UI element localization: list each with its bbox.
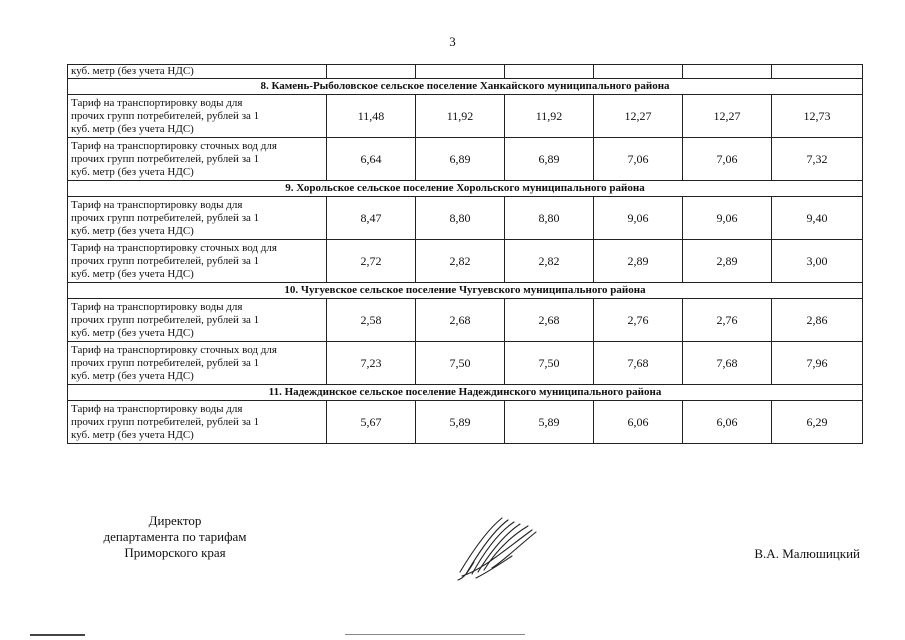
signatory-name: В.А. Малюшицкий: [754, 546, 860, 561]
tariff-label: [68, 95, 327, 138]
tariff-table: [67, 64, 863, 444]
tariff-label-line: прочих групп потребителей, рублей за 1: [71, 109, 260, 122]
tariff-value: 7,23: [327, 342, 416, 385]
tariff-label-line: Тариф на транспортировку воды для: [71, 198, 243, 211]
empty-cell: [327, 65, 416, 79]
tariff-label-line: прочих групп потребителей, рублей за 1: [71, 415, 260, 428]
signatory-title-line: Директор: [148, 513, 202, 528]
section-header-row: [68, 79, 863, 95]
tariff-value: 8,80: [505, 197, 594, 240]
tariff-value: 12,27: [594, 95, 683, 138]
tariff-value: 6,06: [594, 401, 683, 444]
tariff-value: 2,76: [683, 299, 772, 342]
section-title: 10. Чугуевское сельское поселение Чугуевского муниципального района: [68, 283, 863, 299]
empty-cell: [505, 65, 594, 79]
tariff-value: 2,89: [594, 240, 683, 283]
tariff-value: 2,82: [505, 240, 594, 283]
tariff-label-line: прочих групп потребителей, рублей за 1: [71, 211, 260, 224]
tariff-value: 6,64: [327, 138, 416, 181]
signatory-title-line: департамента по тарифам: [103, 529, 247, 544]
scan-artifact: [30, 634, 85, 636]
tariff-label-line: куб. метр (без учета НДС): [71, 428, 194, 441]
tariff-value: 2,89: [683, 240, 772, 283]
tariff-value: 7,32: [772, 138, 863, 181]
tariff-row: [68, 197, 863, 240]
tariff-label: [68, 299, 327, 342]
continuation-row: [68, 65, 863, 79]
tariff-row: [68, 95, 863, 138]
tariff-label-line: Тариф на транспортировку сточных вод для: [71, 241, 277, 254]
tariff-label-line: куб. метр (без учета НДС): [71, 122, 194, 135]
tariff-label: [68, 401, 327, 444]
tariff-row: [68, 299, 863, 342]
tariff-value: 5,89: [416, 401, 505, 444]
tariff-value: 7,68: [594, 342, 683, 385]
tariff-label-line: куб. метр (без учета НДС): [71, 224, 194, 237]
tariff-value: 9,40: [772, 197, 863, 240]
tariff-value: 9,06: [594, 197, 683, 240]
tariff-value: 7,06: [683, 138, 772, 181]
tariff-label-line: Тариф на транспортировку воды для: [71, 96, 243, 109]
tariff-value: 6,89: [416, 138, 505, 181]
section-title: 11. Надеждинское сельское поселение Надеждинского муниципального района: [68, 385, 863, 401]
tariff-value: 2,58: [327, 299, 416, 342]
scan-artifact: [345, 634, 525, 635]
tariff-value: 7,68: [683, 342, 772, 385]
tariff-label: [68, 240, 327, 283]
tariff-value: 5,67: [327, 401, 416, 444]
section-header-row: [68, 385, 863, 401]
tariff-label-line: куб. метр (без учета НДС): [71, 267, 194, 280]
tariff-value: 2,76: [594, 299, 683, 342]
tariff-label-line: куб. метр (без учета НДС): [71, 369, 194, 382]
handwritten-signature: [452, 512, 542, 584]
tariff-label-line: куб. метр (без учета НДС): [71, 326, 194, 339]
tariff-value: 8,47: [327, 197, 416, 240]
tariff-value: 3,00: [772, 240, 863, 283]
tariff-value: 7,06: [594, 138, 683, 181]
tariff-label: [68, 342, 327, 385]
section-title: 8. Камень-Рыболовское сельское поселение Ханкайского муниципального района: [68, 79, 863, 95]
tariff-value: 7,50: [416, 342, 505, 385]
tariff-label-line: Тариф на транспортировку воды для: [71, 300, 243, 313]
tariff-label-line: прочих групп потребителей, рублей за 1: [71, 313, 260, 326]
page-number: 3: [449, 34, 456, 49]
tariff-value: 12,27: [683, 95, 772, 138]
tariff-label-line: прочих групп потребителей, рублей за 1: [71, 356, 260, 369]
signatory-title-line: Приморского края: [124, 545, 226, 560]
tariff-label: [68, 197, 327, 240]
tariff-label: [68, 138, 327, 181]
tariff-value: 12,73: [772, 95, 863, 138]
tariff-value: 5,89: [505, 401, 594, 444]
tariff-value: 2,72: [327, 240, 416, 283]
tariff-value: 2,68: [416, 299, 505, 342]
tariff-label-line: Тариф на транспортировку сточных вод для: [71, 343, 277, 356]
tariff-value: 2,86: [772, 299, 863, 342]
tariff-row: [68, 240, 863, 283]
tariff-value: 11,48: [327, 95, 416, 138]
section-header-row: [68, 283, 863, 299]
tariff-value: 6,29: [772, 401, 863, 444]
tariff-value: 2,68: [505, 299, 594, 342]
tariff-label-line: куб. метр (без учета НДС): [71, 165, 194, 178]
section-title: 9. Хорольское сельское поселение Хорольского муниципального района: [68, 181, 863, 197]
empty-cell: [772, 65, 863, 79]
tariff-value: 6,89: [505, 138, 594, 181]
tariff-value: 7,96: [772, 342, 863, 385]
signatory-title: [75, 513, 275, 561]
tariff-value: 6,06: [683, 401, 772, 444]
tariff-value: 11,92: [416, 95, 505, 138]
tariff-row: [68, 138, 863, 181]
continuation-label: куб. метр (без учета НДС): [68, 65, 327, 79]
empty-cell: [683, 65, 772, 79]
tariff-value: 2,82: [416, 240, 505, 283]
tariff-label-line: прочих групп потребителей, рублей за 1: [71, 254, 260, 267]
tariff-row: [68, 401, 863, 444]
empty-cell: [594, 65, 683, 79]
tariff-value: 9,06: [683, 197, 772, 240]
tariff-label-line: Тариф на транспортировку воды для: [71, 402, 243, 415]
tariff-row: [68, 342, 863, 385]
empty-cell: [416, 65, 505, 79]
tariff-value: 8,80: [416, 197, 505, 240]
section-header-row: [68, 181, 863, 197]
tariff-value: 11,92: [505, 95, 594, 138]
tariff-label-line: прочих групп потребителей, рублей за 1: [71, 152, 260, 165]
tariff-label-line: Тариф на транспортировку сточных вод для: [71, 139, 277, 152]
tariff-value: 7,50: [505, 342, 594, 385]
